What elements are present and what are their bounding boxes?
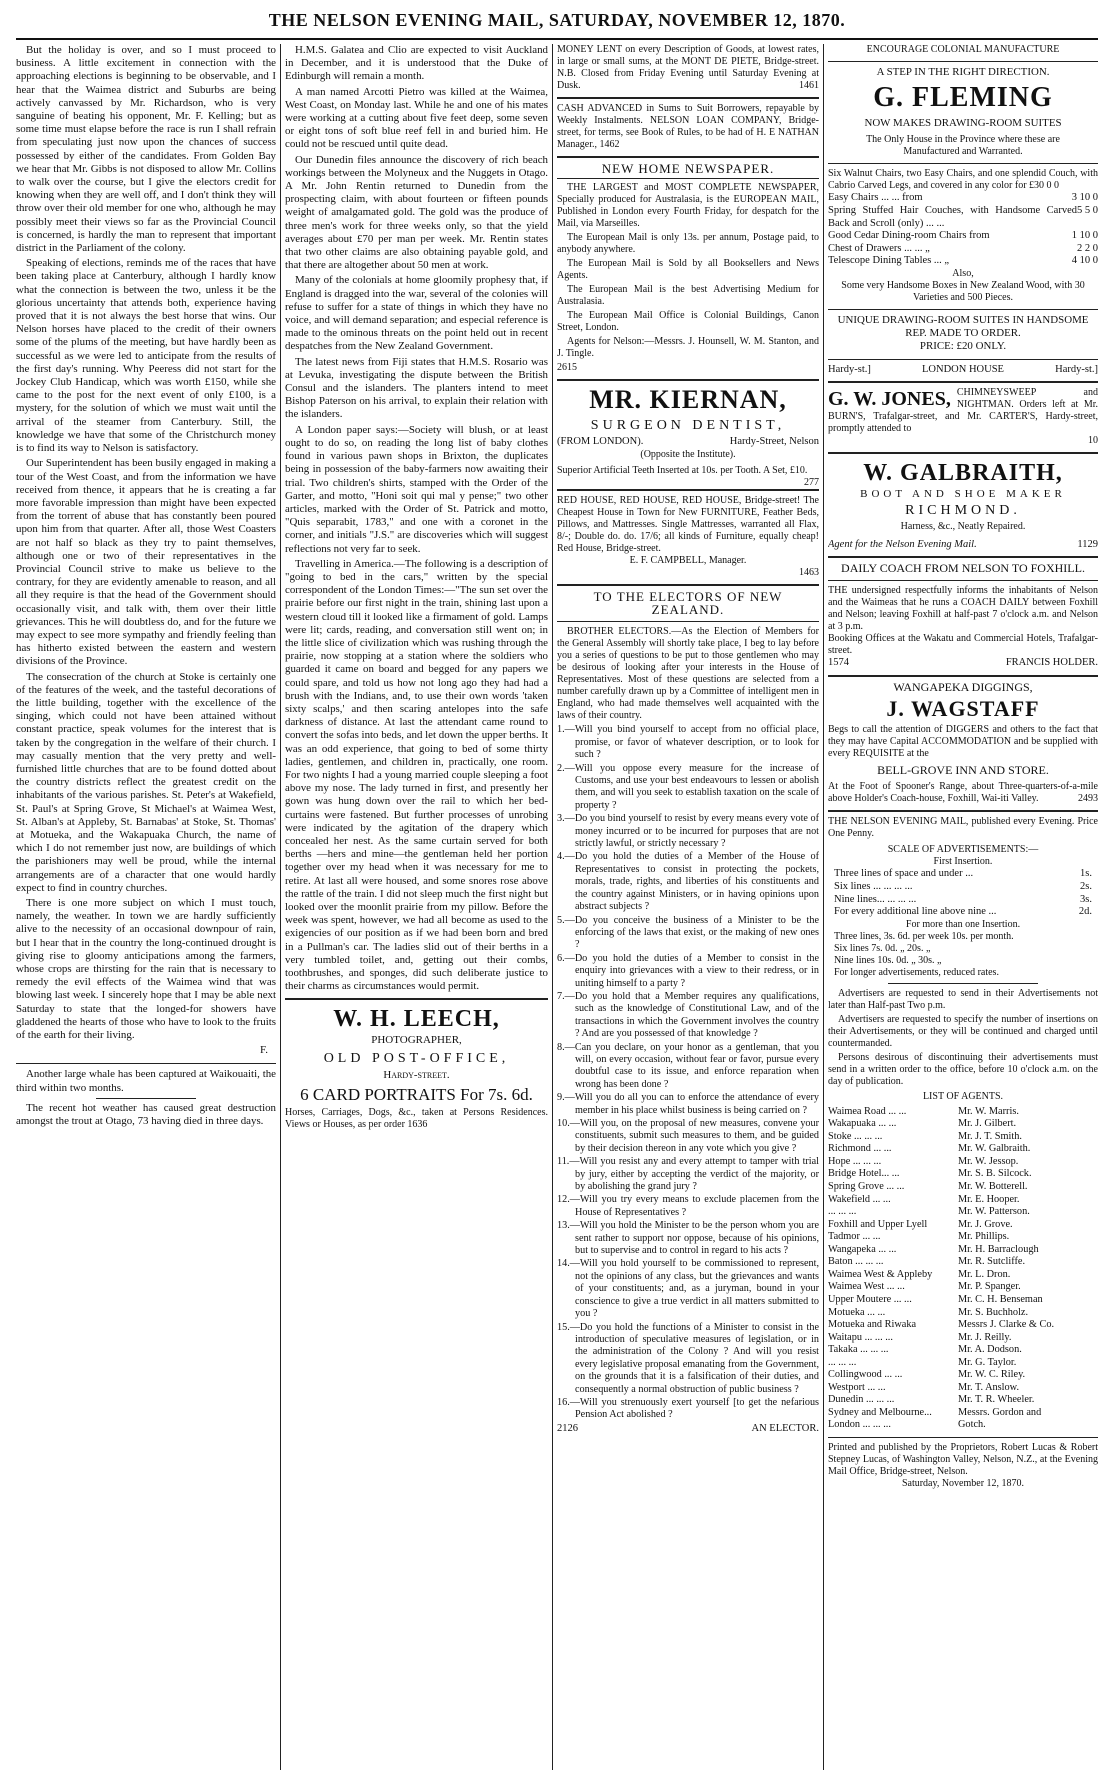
agent-place: Waitapu ... ... ... [828, 1331, 893, 1343]
divider [828, 675, 1098, 677]
evening-mail-notice [828, 816, 1098, 1490]
paragraph: The European Mail is the best Advertising Medium for Australasia. [557, 284, 819, 308]
imprint: Printed and published by the Proprietors, Robert Lucas & Robert Stepney Lucas, of Washington Valley, Nelson, N.Z., at the Evening Mail Office, Bridge-street, Nelson. [828, 1441, 1098, 1477]
agent-row [828, 1294, 1098, 1307]
reference-number: 1462 [599, 139, 620, 150]
advert-heading: A STEP IN THE RIGHT DIRECTION. [876, 66, 1050, 78]
agent-row [828, 1332, 1098, 1345]
paragraph: Our Dunedin files announce the discovery of rich beach workings between the Molyneux and the Nuggets in Otago. A Mr. John Rentin returned to Dunedin from the prospecting claim, with about fourteen or fifteen pounds weight of amalgamated gold. The gold was the produce of three men's work for three weeks only, so that the yield averages about £70 per man per week. Mr. Rentin states that two other claims are also obtaining payable gold, and that there are altogether about 50 men at work. [285, 153, 548, 272]
divider [557, 97, 819, 99]
advert-heading: BELL-GROVE INN AND STORE. [877, 763, 1049, 778]
electors-letter [557, 590, 819, 1435]
advert-heading: DAILY COACH FROM NELSON TO FOXHILL. [841, 561, 1085, 576]
divider [557, 621, 819, 622]
advert-street: Hardy-street. [383, 1068, 450, 1081]
column-4 [828, 44, 1098, 1770]
agent-name: Mr. Phillips. [958, 1231, 1010, 1243]
column-2 [285, 44, 548, 1770]
agent-row [828, 1156, 1098, 1169]
galbraith-advert [828, 458, 1098, 551]
masthead: THE NELSON EVENING MAIL, SATURDAY, NOVEMBER 12, 1870. [268, 10, 846, 30]
question-item: 2.—Will you oppose every measure for the increase of Customs, and use your best endeavours to lessen or abolish them, and will you seek to establish taxation on the scale of property ? [557, 762, 819, 811]
advert-footer: Hardy-st.] LONDON HOUSE Hardy-st.] [828, 363, 1098, 375]
agent-place: ... ... ... [828, 1206, 857, 1218]
agent-place: London ... ... ... [828, 1419, 891, 1431]
question-item: 15.—Do you hold the functions of a Minister to consist in the introduction of speculative measures of legislation, or in the administration of the Colony ? And will you resist every legislative proposal emanating from the Government, on the grounds that it is a falsification of their duties, and consequently a normal obstruction of public business ? [557, 1321, 819, 1395]
agent-place: Sydney and Melbourne... [828, 1406, 932, 1418]
agent-row [828, 1206, 1098, 1219]
agent-place: Takaka ... ... ... [828, 1344, 889, 1356]
question-item: 11.—Will you resist any and every attempt to tamper with trial by jury, either by accepting the verdict of the majority, or by abolishing the grand jury ? [557, 1156, 819, 1193]
agent-name: Mr. W. Marris. [958, 1105, 1019, 1117]
agent-row [828, 1369, 1098, 1382]
paragraph: Advertisers are requested to send in their Advertisements not later than Half-past Two p.m. [828, 987, 1098, 1011]
rate-price: 2d. [1078, 906, 1092, 918]
question-item: 1.—Will you bind yourself to accept from no official place, promise, or favor of whatever description, or to look for such ? [557, 724, 819, 761]
agent-name: Mr. A. Dodson. [958, 1344, 1022, 1356]
agents-list [828, 1106, 1098, 1432]
paragraph: Another large whale has been captured at Waikouaiti, the third within two months. [16, 1068, 276, 1094]
reference-number: 10 [1088, 435, 1098, 447]
advert-text: CHIMNEYSWEEP and NIGHTMAN. Orders left at Mr. BURN'S, Trafalgar-street, and Mr. CARTER'S, Hardy-street, promptly attended to [828, 387, 1098, 435]
agent-name: Mr. C. H. Benseman [958, 1293, 1043, 1305]
agents-heading: LIST OF AGENTS. [922, 1090, 1004, 1102]
paragraph: Many of the colonials at home gloomily prophesy that, if England is dragged into the war, several of the colonies will refuse to suffer for a state of things in which they have no voice, and will demand separation; and especial reference is made to the ominous threats on the point held out in recent despatches from the New Zealand Government. [285, 274, 548, 353]
agent-name: Mr. T. R. Wheeler. [958, 1394, 1035, 1406]
divider [557, 489, 819, 491]
paragraph: The latest news from Fiji states that H.M.S. Rosario was at Levuka, investigating the dispute between the British Consul and the islanders. The planters intend to meet Bishop Paterson on his arrival, to explain their relation with the islanders. [285, 355, 548, 421]
advert-text: Some very Handsome Boxes in New Zealand Wood, with 30 Varieties and 500 Pieces. [841, 279, 1085, 303]
agent-row [828, 1281, 1098, 1294]
letter-title: TO THE ELECTORS OF NEW ZEALAND. [593, 589, 783, 618]
divider [557, 156, 819, 158]
agent-name: Mr. J. Reilly. [958, 1331, 1012, 1343]
column-divider [552, 44, 553, 1770]
column-3 [557, 44, 819, 1770]
agent-name: Mr. W. Botterell. [958, 1181, 1028, 1193]
paragraph: Persons desirous of discontinuing their advertisements must send in a written order to the office, before 10 o'clock a.m. on the day of publication. [828, 1051, 1098, 1087]
agent-name: Mr. S. B. Silcock. [958, 1168, 1032, 1180]
divider [828, 580, 1098, 581]
divider [557, 379, 819, 381]
rate-label: Nine lines... ... ... ... [834, 893, 917, 905]
agent-row [828, 1118, 1098, 1131]
european-mail-advert [557, 162, 819, 374]
rate-list [828, 868, 1098, 918]
agent-place: ... ... ... [828, 1356, 857, 1368]
question-item: 3.—Do you bind yourself to resist by every means every vote of money incurred or to be incurred for purposes that are not strictly lawful, or strictly necessary ? [557, 813, 819, 850]
item-name: Telescope Dining Tables ... „ [828, 255, 950, 267]
column-divider [823, 44, 824, 1770]
agent-name: Mr. J. Grove. [958, 1218, 1013, 1230]
agent-name: Mr. R. Sutcliffe. [958, 1256, 1026, 1268]
reference-number: 1636 [407, 1119, 428, 1131]
paragraph: The recent hot weather has caused great destruction amongst the trout at Otago, 73 having died in three days. [16, 1101, 276, 1128]
agent-row [828, 1407, 1098, 1420]
divider [828, 381, 1098, 383]
agent-place: Stoke ... ... ... [828, 1130, 883, 1142]
agent-row [828, 1419, 1098, 1432]
question-item: 12.—Will you try every means to exclude placemen from the House of Representatives ? [557, 1194, 819, 1218]
rate-row [834, 881, 1092, 894]
item-price: 5 5 0 [1077, 205, 1098, 216]
paragraph: A London paper says:—Society will blush, or at least ought to do so, on reading the long list of baby clothes found in various pawn shops in Brixton, the duplicates being in possession of the baby-farmers now awaiting their trial. Two children's shirts, stamped with the Order of the Garter, and motto, "Honi soit qui mal y pense;" two other articles, marked with the Order of St. Patrick and motto, "Quis separabit, 1783," and one with a coronet in the corner, and initials "J.S." are discoveries which will suggest reflections not very far to seek. [285, 423, 548, 555]
rate-row [834, 906, 1092, 919]
item-price: 3 10 0 [1071, 192, 1098, 204]
advert-heading: UNIQUE DRAWING-ROOM SUITES IN HANDSOME REP. MADE TO ORDER. [837, 313, 1089, 340]
agent-row [828, 1106, 1098, 1119]
agent-name: Mr. L. Dron. [958, 1268, 1011, 1280]
question-item: 7.—Do you hold that a Member requires any qualifications, such as the knowledge of Constitutional Law, and of the transactions in which the Government involves the country ? And are you possessed of that knowledge ? [557, 990, 819, 1040]
agent-place: Motueka and Riwaka [828, 1319, 917, 1331]
rate-line: For longer advertisements, reduced rates. [834, 966, 999, 978]
paragraph: The European Mail Office is Colonial Buildings, Canon Street, London. [557, 310, 819, 334]
rate-list [828, 931, 1098, 979]
agent-row [828, 1319, 1098, 1332]
agent-name: Messrs. Gordon and [958, 1406, 1042, 1418]
agent-place: Wakefield ... ... [828, 1193, 891, 1205]
divider [888, 983, 1038, 984]
letter-signature: 2126 AN ELECTOR. [557, 1422, 819, 1434]
agent-place: Foxhill and Upper Lyell [828, 1218, 928, 1230]
advert-name: W. GALBRAITH, [863, 460, 1063, 487]
agent-row [828, 1382, 1098, 1395]
price-list [828, 192, 1098, 268]
agent-row [828, 1344, 1098, 1357]
price-row [828, 192, 1098, 205]
rate-price: 1s. [1080, 868, 1092, 880]
agent-name: Mr. J. T. Smith. [958, 1130, 1022, 1142]
notice-text: THE NELSON EVENING MAIL, published every Evening. Price One Penny. [828, 816, 1098, 840]
agent-name: Mr. H. Barraclough [958, 1243, 1039, 1255]
signature: F. [260, 1044, 268, 1057]
advert-agent: Agent for the Nelson Evening Mail. 1129 [828, 538, 1098, 550]
advert-line: (Opposite the Institute). [640, 449, 736, 460]
advert-text: Also, [952, 267, 974, 279]
advert-text: The Only House in the Province where these are Manufactured and Warranted. [866, 134, 1060, 158]
agent-row [828, 1394, 1098, 1407]
agent-row [828, 1219, 1098, 1232]
advert-place: OLD POST-OFFICE, [323, 1050, 510, 1066]
agent-row [828, 1168, 1098, 1181]
agent-name: Mr. W. C. Riley. [958, 1369, 1026, 1381]
question-item: 4.—Do you hold the duties of a Member of the House of Representatives to consist in protecting the pockets, morals, trade, rights, and liberties of his constituents and the country against Ministers, or in having opinions upon abstract subjects ? [557, 851, 819, 913]
advert-role: SURGEON DENTIST, [590, 418, 786, 434]
agent-place: Westport ... ... [828, 1381, 886, 1393]
divider [285, 998, 548, 1000]
agent-row [828, 1231, 1098, 1244]
agent-place: Richmond ... ... [828, 1143, 892, 1155]
reference-number: 1461 [799, 80, 819, 91]
agent-name: Mr. T. Anslow. [958, 1381, 1020, 1393]
advert-text: Harness, &c., Neatly Repaired. [900, 520, 1026, 532]
agent-place: Waimea West & Appleby [828, 1268, 933, 1280]
paragraph: H.M.S. Galatea and Clio are expected to visit Auckland in December, and it is understood that the Duke of Edinburgh will remain a month. [285, 44, 548, 83]
fleming-advert [828, 44, 1098, 376]
advert-text: At the Foot of Spooner's Range, about Three-quarters-of-a-mile above Holder's Coach-house, Foxhill, Wai-iti Valley. 2493 [828, 781, 1098, 805]
price-row [828, 205, 1098, 230]
advert-name: G. W. JONES, [828, 388, 951, 411]
advert-signature: 1574 FRANCIS HOLDER. [828, 657, 1098, 669]
paragraph: Travelling in America.—The following is a description of "going to bed in the cars," written by the special correspondent of the London Times:—"The sun set over the prairie before our first night in the train, shining last upon a western cloud till it looked like a firmament of gold. Lamps were lit; cards, reading, and conversation still went on; in the little slice of civilization which was rushing through the prairie, now stopping at a station where the soldiers who guarded it came on board and begged for any papers we could spare, and told us how not long ago they had had a brush with the Indians, and, to use their own words 'taken sixty scalps,' and then scaring antelopes into the safe darkness of distance. At last the attendant came round to convert the sofas into beds, and let down the upper berths. It was an odd experience, that going to bed of some thirty ladies, gentlemen, and children in, practically, one room. For two nights I had a young married couple sleeping a foot above my nose. The lady turned in first, and presently her gown was hung down over the rail to which her bed-curtains were fastened. But further processes of unrobing were indicated by the agitation of the drapery which concealed her nest. As the same curtain served for both berths —hers and mine—the gentleman held her portion together over my head when it was necessary for me to retire. At last all were housed, and some snores rose above the rattle of the train. I did not sleep much the first night but looked over the moonlit prairie from my pillow. Before the week was spent, however, we had all become as used to the exigencies of our position as if we had been born and bred in a Pullman's car. The ladies slid out of their berths in a very tumbled toilet, and, getting out their combs, toothbrushes, and sponges, did such deliberate justice to their charms as circumstances would permit. [285, 557, 548, 993]
paragraph: THE LARGEST and MOST COMPLETE NEWSPAPER, Specially produced for Australasia, is the EUROPEAN MAIL, Published in London every Fourth Friday, for despatch for the Mail, via Marseilles. [557, 182, 819, 230]
agent-name: Mr. W. Patterson. [958, 1206, 1030, 1218]
advert-text: RED HOUSE, RED HOUSE, RED HOUSE, Bridge-street! The Cheapest House in Town for New FURNITURE, Feather Beds, Pillows, and Mattresses. Single Mattresses, warranted all Flax, 8/-; Double do. do. 17/6; all kinds of Furniture, equally cheap! Red House, Bridge-street. [557, 495, 819, 554]
advert-role: BOOT AND SHOE MAKER [860, 488, 1066, 501]
divider [557, 584, 819, 586]
agent-place: Upper Moutere ... ... [828, 1293, 912, 1305]
question-item: 13.—Will you hold the Minister to be the person whom you are sent rather to support nor oppose, because of his opinions, but to supervise and to control in regard to his acts ? [557, 1220, 819, 1257]
advert-offer: 6 CARD PORTRAITS For 7s. 6d. [300, 1085, 533, 1105]
rate-price: 3s. [1080, 893, 1092, 905]
rate-price: 2s. [1080, 880, 1092, 892]
advert-text: Six Walnut Chairs, two Easy Chairs, and one splendid Couch, with Cabrio Carved Legs, and covered in any color for £30 0 0 [828, 168, 1098, 192]
leech-advert [285, 1004, 548, 1131]
item-name: Easy Chairs ... ... from [828, 192, 923, 204]
divider [828, 556, 1098, 558]
divider [828, 163, 1098, 164]
question-item: 16.—Will you strenuously exert yourself [to get the nefarious Pension Act abolished ? [557, 1396, 819, 1421]
question-item: 14.—Will you hold yourself to be commissioned to represent, not the opinions of any class, but the grievances and wants of your constituents; and, as a juryman, bound in your conscience to give a true verdict in all matters submitted to you ? [557, 1258, 819, 1320]
notice-heading: For more than one Insertion. [905, 918, 1021, 930]
item-name: Chest of Drawers ... ... „ [828, 242, 930, 254]
divider [828, 810, 1098, 812]
advert-name: J. WAGSTAFF [886, 696, 1040, 722]
agent-name: Mr. S. Buchholz. [958, 1306, 1029, 1318]
advert-signature: E. F. CAMPBELL, Manager. [629, 555, 747, 566]
divider [828, 359, 1098, 360]
advert-title: NEW HOME NEWSPAPER. [601, 161, 775, 176]
paragraph: Our Superintendent has been busily engaged in making a tour of the West Coast, and from the information we have received from thence, it appears that he is creating a far more favorable impression than might have been expected from the torrent of abuse that has constantly been poured upon him from that quarter. After all, those West Coasters are not half so black as they try to paint themselves, although one or two of their representatives in the Provincial Council strive to make us believe to the contrary, for they are evidently amenable to reason, and all all they require is that the head of the Government should occasionally visit, and talk with, them over their little grievances. This he will doubtless do, and for the future we may expect to see more sympathy and friendly feeling than has hitherto existed between the eastern and western divisions of the Province. [16, 457, 276, 668]
paragraph: BROTHER ELECTORS.—As the Election of Members for the General Assembly will shortly take place, I beg to lay before you a series of questions to be put to those gentlemen who may be desirous of looking after your interests in the House of Representatives. Most of these questions are selected from a number carefully drawn up by a Committee of intelligent men in England, who had made themselves well acquainted with the laws of their country. [557, 626, 819, 722]
agent-row [828, 1269, 1098, 1282]
price-row [828, 230, 1098, 243]
agent-place: Collingwood ... ... [828, 1369, 903, 1381]
price-row [828, 243, 1098, 256]
item-name: Spring Stuffed Hair Couches, with Handsome Carved Back and Scroll (only) ... ... [828, 205, 1077, 229]
advert-text: Begs to call the attention of DIGGERS and others to the fact that they may have Capital ACCOMMODATION and be supplied with every REQUISITE at the [828, 724, 1098, 760]
coach-advert [828, 562, 1098, 670]
advert-text: Superior Artificial Teeth Inserted at 10s. per Tooth. A Set, £10. 277 [557, 465, 819, 488]
paragraph: Advertisers are requested to specify the number of insertions on their Advertisements, or they will be continued and charged until countermanded. [828, 1013, 1098, 1049]
reference-number: 2615 [557, 362, 577, 374]
agent-row [828, 1131, 1098, 1144]
advert-text: Horses, Carriages, Dogs, &c., taken at Persons Residences. Views or Houses, as per order 1636 [285, 1107, 548, 1131]
advert-text: THE undersigned respectfully informs the inhabitants of Nelson and the Waimeas that he runs a COACH DAILY between Foxhill and Nelson; leaving Foxhill at half-past 7 o'clock a.m. and Nelson at 3 p.m. [828, 585, 1098, 633]
wangapeka-advert [828, 681, 1098, 805]
agent-row [828, 1357, 1098, 1370]
advert-heading: ENCOURAGE COLONIAL MANUFACTURE [866, 44, 1060, 55]
question-list [557, 724, 819, 1421]
agent-name: Mr. W. Galbraith. [958, 1143, 1031, 1155]
agent-place: Tadmor ... ... [828, 1231, 881, 1243]
agent-place: Bridge Hotel... ... [828, 1168, 900, 1180]
question-item: 9.—Will you do all you can to enforce the attendance of every member in his place whilst business is being carried on ? [557, 1092, 819, 1116]
notice-heading: SCALE OF ADVERTISEMENTS:— [887, 844, 1039, 856]
column-divider [280, 44, 281, 1770]
agent-name: Mr. J. Gilbert. [958, 1118, 1017, 1130]
agent-row [828, 1244, 1098, 1257]
paragraph: Speaking of elections, reminds me of the races that have been taking place at Canterbury, although I hardly know what the connection is between the two, unless it be the glorious uncertainty that attends both, experience having proved that it is not always the best horse that wins. Our Nelson horses have placed to the credit of their owners some of the plums of the meeting, but have hardly been as successful as we were led to anticipate from the results of the first day's running. Why Peeress did not start for the Jockey Club Handicap, which was worth £150, while she came to the post for the next event of only £100, is a mystery, for the solution of which we must wait until the arrival of the steamer from Canterbury. Still, the knowledge we have that some of the Christchurch money is to find its way to Nelson is satisfactory. [16, 257, 276, 455]
item-price: 4 10 0 [1071, 255, 1098, 267]
advert-price: PRICE: £20 ONLY. [919, 340, 1007, 353]
divider [16, 1063, 276, 1064]
item-name: Good Cedar Dining-room Chairs from [828, 230, 990, 242]
advert-role: PHOTOGRAPHER, [371, 1034, 462, 1047]
advert-name: MR. KIERNAN, [589, 385, 787, 415]
item-price: 2 2 0 [1077, 242, 1098, 254]
paragraph: The European Mail is Sold by all Booksellers and News Agents. [557, 258, 819, 282]
jones-advert [828, 387, 1098, 447]
rate-row [834, 894, 1092, 907]
agent-row [828, 1194, 1098, 1207]
masthead-rule [16, 38, 1098, 40]
divider [828, 61, 1098, 62]
kiernan-advert [557, 385, 819, 488]
divider [828, 1437, 1098, 1438]
item-price: 1 10 0 [1071, 230, 1098, 242]
agent-place: Dunedin ... ... ... [828, 1394, 895, 1406]
agent-row [828, 1181, 1098, 1194]
rate-line: Six lines 7s. 0d. „ 20s. „ [834, 942, 931, 954]
rate-label: Six lines ... ... ... ... [834, 880, 913, 892]
agent-name: Messrs J. Clarke & Co. [958, 1319, 1055, 1331]
paragraph: The European Mail is only 13s. per annum, Postage paid, to anybody anywhere. [557, 232, 819, 256]
divider [557, 178, 819, 179]
question-item: 5.—Do you conceive the business of a Minister to be the enforcing of the laws that exist, or the making of new ones ? [557, 914, 819, 951]
agent-name: Mr. E. Hooper. [958, 1193, 1020, 1205]
advert-heading: NOW MAKES DRAWING-ROOM SUITES [864, 117, 1062, 130]
advert-address: (FROM LONDON). Hardy-Street, Nelson [557, 436, 819, 448]
question-item: 6.—Do you hold the duties of a Member to consist in the enquiry into grievances with a view to their redress, or in uniting himself to a party ? [557, 952, 819, 989]
reference-number: 1463 [799, 567, 819, 578]
agent-place: Spring Grove ... ... [828, 1181, 905, 1193]
agent-name: Mr. P. Spanger. [958, 1281, 1021, 1293]
agent-place: Baton ... ... ... [828, 1256, 884, 1268]
rate-label: Three lines of space and under ... [834, 868, 974, 880]
cash-advert: CASH ADVANCED in Sums to Suit Borrowers, repayable by Weekly Instalments. NELSON LOAN COMPANY, Bridge-street, for terms, see Book of Rules, to be had of H. E NATHAN Manager., 1462 [557, 103, 819, 150]
advert-name: W. H. LEECH, [333, 1006, 500, 1033]
divider [828, 452, 1098, 454]
rate-label: For every additional line above nine ... [834, 906, 997, 918]
agent-place: Motueka ... ... [828, 1306, 886, 1318]
column-1 [16, 44, 276, 1770]
agent-place: Waimea Road ... ... [828, 1105, 907, 1117]
rate-line: Nine lines 10s. 0d. „ 30s. „ [834, 954, 942, 966]
agent-name: Mr. G. Taylor. [958, 1356, 1017, 1368]
agent-name: Mr. W. Jessop. [958, 1155, 1019, 1167]
paragraph: A man named Arcotti Pietro was killed at the Waimea, West Coast, on Monday last. While he and one of his mates were working at a cutting about five feet deep, some seven or eight tons of soft blue reef fell in and buried him. He could not be rescued until quite dead. [285, 85, 548, 151]
advert-heading: WANGAPEKA DIGGINGS, [893, 679, 1033, 694]
agent-place: Hope ... ... ... [828, 1155, 882, 1167]
divider [96, 1098, 196, 1099]
agent-place: Wangapeka ... ... [828, 1243, 897, 1255]
question-item: 10.—Will you, on the proposal of new measures, convene your constituents, submit such measures to them, and be guided by their decision thereon in any vote which you give ? [557, 1118, 819, 1154]
paragraph: There is one more subject on which I must touch, namely, the weather. In town we are hardly sufficiently alive to the necessity of an occasional downpour of rain, but I hear that in the country the long-continued drought is giving rise to gloomy anticipations among the farmers, whose crops are thirsting for the rain that is necessary to remedy the evil effects of the Waimea wind that was blowing last week. I sincerely hope that I may be able next Saturday to state that the longed-for showers have gladdened the hearts of those who have to look to the fruits of the earth for their living. [16, 897, 276, 1042]
notice-heading: First Insertion. [933, 856, 993, 868]
advert-place: RICHMOND. [905, 503, 1021, 519]
advert-name: G. FLEMING [873, 82, 1053, 114]
rate-line: Three lines, 3s. 6d. per week 10s. per month. [834, 930, 1014, 942]
agent-row [828, 1256, 1098, 1269]
advert-text: Booking Offices at the Wakatu and Commercial Hotels, Trafalgar-street. [828, 633, 1098, 657]
price-row [828, 255, 1098, 268]
paragraph: But the holiday is over, and so I must proceed to business. A little excitement in connection with the approaching elections is beginning to be observable, and I hear that the Waimea district and Suburbs are being actively canvassed by Mr. Richardson, who is very sanguine of beating his opponent, Mr. F. Kelling; but as some time must elapse before the race is run I shall refrain from speculating just now upon the chances of success possessed by either of the candidates. From Golden Bay we hear that Mr. Gibbs is not disposed to allow Mr. Collins to walk over the course, but I give the electors credit for knowing when they are well off, and I don't think they will throw over their old member for one who, although he may possibly meet their views so far as the Provincial Council is concerned, is hardly the man to represent that important district in the Parliament of the colony. [16, 44, 276, 255]
imprint-date: Saturday, November 12, 1870. [901, 1477, 1025, 1489]
reference-number: 2126 [557, 1422, 578, 1434]
agent-place: Waimea West ... ... [828, 1281, 905, 1293]
money-advert: MONEY LENT on every Description of Goods, at lowest rates, in large or small sums, at the MONT DE PIETE, Bridge-street. N.B. Closed from Friday Evening until Saturday Evening at Dusk. 1461 [557, 44, 819, 91]
agent-row [828, 1307, 1098, 1320]
question-item: 8.—Can you declare, on your honor as a gentleman, that you will, on every occasion, without fear or favor, pursue every doubtful case to its issue, and enforce reparation when wrong has been done ? [557, 1041, 819, 1090]
reference-number: 2493 [1078, 793, 1098, 805]
red-house-advert [557, 495, 819, 579]
paragraph: Agents for Nelson:—Messrs. J. Hounsell, W. M. Stanton, and J. Tingle. [557, 336, 819, 360]
agent-row [828, 1143, 1098, 1156]
paragraph: The consecration of the church at Stoke is certainly one of the features of the week, and the tasteful decorations of the little building, together with the excellence of the singing, which could not have been attained without constant practice, speak volumes for the interest that is taken by the congregation in the welfare of their church. I may casually mention that the very pretty and well-furnished little churches that are to be found dotted about the country districts reflect the greatest credit on the inhabitants of the various parishes. St. Peter's at Wakefield, St. Paul's at Spring Grove, St Michael's at Waimea West, St. Alban's at Appleby, St. Barnabas' at Stoke, St. Thomas' at Motueka, and the Wakapuaka Church, the name of which I do not remember just now, are buildings of which the parishioners may well be proud, while the internal arrangements are of a character that one would hardly expect to find in country churches. [16, 670, 276, 894]
agent-name: Gotch. [958, 1419, 986, 1431]
agent-place: Wakapuaka ... ... [828, 1118, 897, 1130]
divider [828, 309, 1098, 310]
rate-row [834, 868, 1092, 881]
reference-number: 277 [804, 477, 819, 488]
